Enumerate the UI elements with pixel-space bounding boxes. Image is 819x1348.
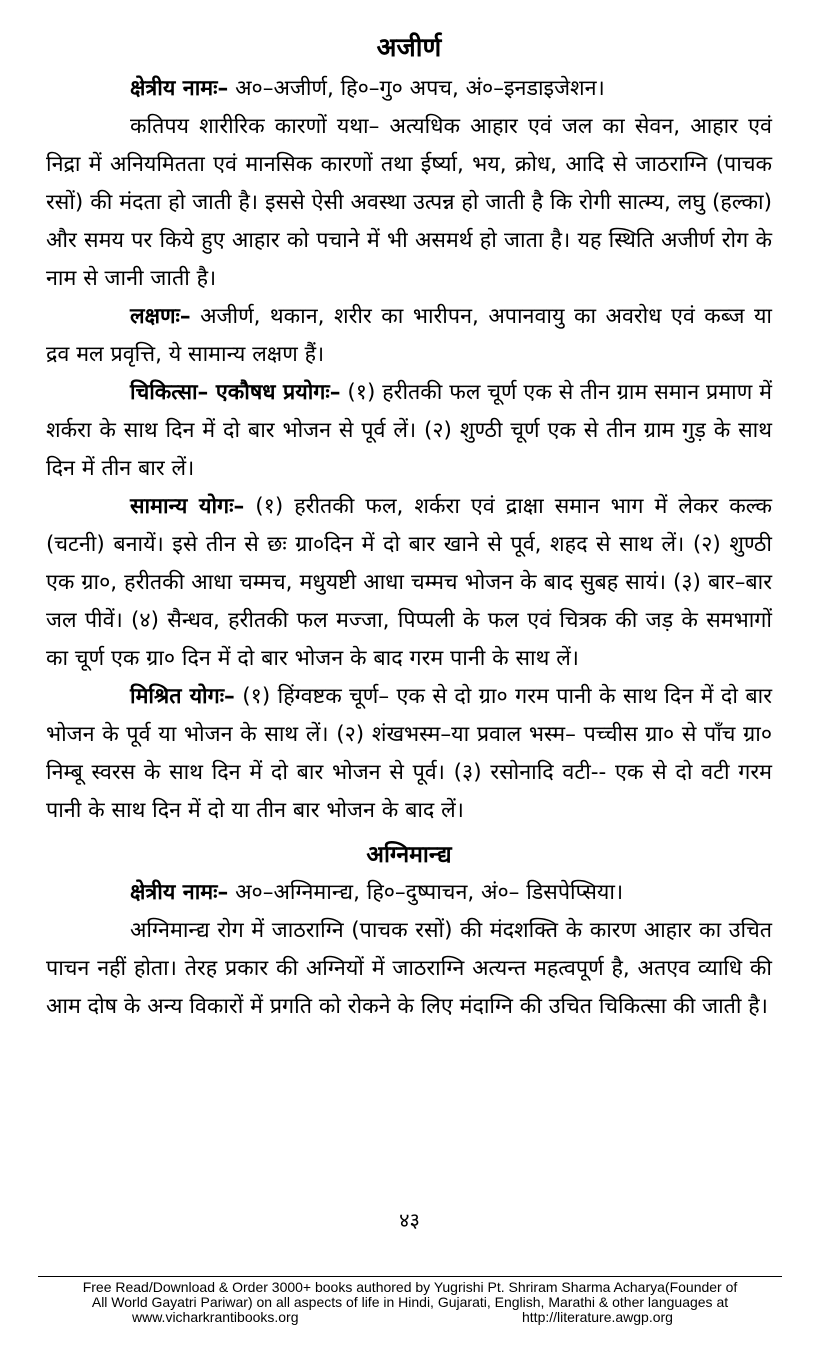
footer-link-awgp[interactable]: http://literature.awgp.org <box>522 1309 673 1325</box>
ajirna-treatment <box>46 374 772 488</box>
footer-line-1: Free Read/Download & Order 3000+ books authored by Yugrishi Pt. Shriram Sharma Acharya(Founder of <box>82 1279 738 1295</box>
agnimandya-regional-label: क्षेत्रीय नामः– <box>130 880 229 905</box>
treatment-label: चिकित्सा– एकौषध प्रयोगः– <box>130 380 341 405</box>
general-yoga-label: सामान्य योगः– <box>130 494 245 519</box>
symptoms-label: लक्षणः– <box>130 304 191 329</box>
agnimandya-regional-names <box>46 874 772 912</box>
mixed-yoga-text: (१) हिंग्वष्टक चूर्ण– एक से दो ग्रा० गरम पानी के साथ दिन में दो बार भोजन के पूर्व या भोजन के साथ लें। (२) शंखभस्म–या प्रवाल भस्म– पच्चीस ग्रा० से पाँच ग्रा० निम्बू स्वरस के साथ दिन में दो बार भोजन से पूर्व। (३) रसोनादि वटी-- एक से दो वटी गरम पानी के साथ दिन में दो या तीन बार भोजन के बाद लें। <box>46 684 772 823</box>
ajirna-symptoms <box>46 298 772 374</box>
ajirna-general-yoga <box>46 488 772 678</box>
agnimandya-regional-text: अ०–अग्निमान्द्य, हि०–दुष्पाचन, अं०– डिसपेप्सिया। <box>228 880 624 905</box>
regional-names-text: अ०–अजीर्ण, हि०–गु० अपच, अं०–इनडाइजेशन। <box>228 76 605 101</box>
mixed-yoga-label: मिश्रित योगः– <box>130 684 235 709</box>
page-title: अजीर्ण <box>376 33 442 63</box>
treatment-text: (१) हरीतकी फल चूर्ण एक से तीन ग्राम समान प्रमाण में शर्करा के साथ दिन में दो बार भोजन से पूर्व लें। (२) शुण्ठी चूर्ण एक से तीन ग्राम गुड़ के साथ दिन में तीन बार लें। <box>46 380 772 481</box>
ajirna-regional-names <box>46 70 772 108</box>
footer <box>40 1280 780 1326</box>
regional-names-label: क्षेत्रीय नामः– <box>130 76 229 101</box>
symptoms-text: अजीर्ण, थकान, शरीर का भारीपन, अपानवायु का अवरोध एवं कब्ज या द्रव मल प्रवृत्ति, ये सामान्य लक्षण हैं। <box>46 304 772 367</box>
ajirna-intro: कतिपय शारीरिक कारणों यथा– अत्यधिक आहार एवं जल का सेवन, आहार एवं निद्रा में अनियमितता एवं मानसिक कारणों तथा ईर्ष्या, भय, क्रोध, आदि से जाठराग्नि (पाचक रसों) की मंदता हो जाती है। इससे ऐसी अवस्था उत्पन्न हो जाती है कि रोगी सात्म्य, लघु (हल्का) और समय पर किये हुए आहार को पचाने में भी असमर्थ हो जाता है। यह स्थिति अजीर्ण रोग के नाम से जानी जाती है। <box>46 114 772 291</box>
agnimandya-intro: अग्निमान्द्य रोग में जाठराग्नि (पाचक रसों) की मंदशक्ति के कारण आहार का उचित पाचन नहीं होता। तेरह प्रकार की अग्नियों में जाठराग्नि अत्यन्त महत्वपूर्ण है, अतएव व्याधि की आम दोष के अन्य विकारों में प्रगति को रोकने के लिए मंदाग्नि की उचित चिकित्सा की जाती है। <box>46 918 772 1019</box>
footer-line-2: All World Gayatri Pariwar) on all aspects of life in Hindi, Gujarati, English, Marathi & other languages at <box>91 1294 729 1310</box>
footer-link-vicharkranti[interactable]: www.vicharkrantibooks.org <box>132 1309 299 1325</box>
ajirna-mixed-yoga <box>46 678 772 830</box>
general-yoga-text: (१) हरीतकी फल, शर्करा एवं द्राक्षा समान भाग में लेकर कल्क (चटनी) बनायें। इसे तीन से छः ग्रा०दिन में दो बार खाने से पूर्व, शहद से साथ लें। (२) शुण्ठी एक ग्रा०, हरीतकी आधा चम्मच, मधुयष्टी आधा चम्मच भोजन के बाद सुबह सायं। (३) बार–बार जल पीवें। (४) सैन्धव, हरीतकी फल मज्जा, पिप्पली के फल एवं चित्रक की जड़ के समभागों का चूर्ण एक ग्रा० दिन में दो बार भोजन के बाद गरम पानी के साथ लें। <box>46 494 772 671</box>
page-number: ४३ <box>399 1208 420 1232</box>
section-title-agnimandya: अग्निमान्द्य <box>366 842 452 868</box>
footer-links <box>40 1310 780 1326</box>
footer-divider <box>38 1276 782 1277</box>
document-body <box>46 30 772 1026</box>
